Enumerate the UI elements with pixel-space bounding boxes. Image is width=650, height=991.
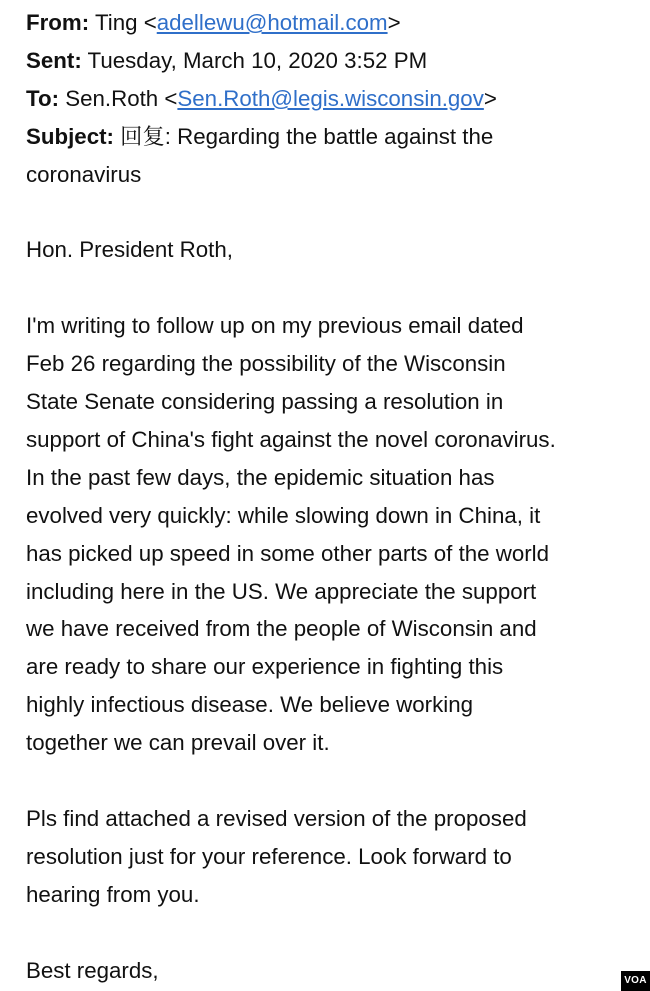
body-paragraph-2: Pls find attached a revised version of the proposed resolution just for your reference. Look forward to hearing from you. xyxy=(26,805,527,907)
subject-line xyxy=(26,118,636,194)
closing-line: Best regards, xyxy=(26,957,159,983)
email-message xyxy=(26,4,636,990)
spacer xyxy=(26,762,636,800)
sent-label: Sent: xyxy=(26,47,82,73)
to-line: To: Sen.Roth <Sen.Roth@legis.wisconsin.gov> xyxy=(26,85,497,111)
salutation: Hon. President Roth, xyxy=(26,237,233,263)
subject-label: Subject: xyxy=(26,123,114,149)
sent-timestamp: Tuesday, March 10, 2020 3:52 PM xyxy=(87,47,428,73)
recipient-email-link[interactable]: Sen.Roth@legis.wisconsin.gov xyxy=(177,85,484,111)
recipient-name: Sen.Roth xyxy=(65,85,159,111)
sender-name: Ting xyxy=(94,10,138,35)
subject-text: 回复: Regarding the battle against the coronavirus xyxy=(26,123,494,187)
spacer xyxy=(26,269,636,307)
sent-line xyxy=(26,42,636,80)
spacer xyxy=(26,194,636,232)
sender-email-link[interactable]: adellewu@hotmail.com xyxy=(156,10,388,35)
spacer xyxy=(26,914,636,952)
voa-watermark-logo: VOA xyxy=(621,971,650,991)
from-line: From: Ting <adellewu@hotmail.com> xyxy=(26,10,401,35)
from-label: From: xyxy=(26,10,90,35)
to-label: To: xyxy=(26,85,60,111)
body-paragraph-1: I'm writing to follow up on my previous email dated Feb 26 regarding the possibility of the Wisconsin State Senate considering passing a resolution in support of China's fight against the novel coronavirus. In the past few days, the epidemic situation has evolved very quickly: while slowing down in China, it has picked up speed in some other parts of the world including here in the US. We appreciate the support we have received from the people of Wisconsin and are ready to share our experience in fighting this highly infectious disease. We believe working together we can prevail over it. xyxy=(26,313,556,756)
